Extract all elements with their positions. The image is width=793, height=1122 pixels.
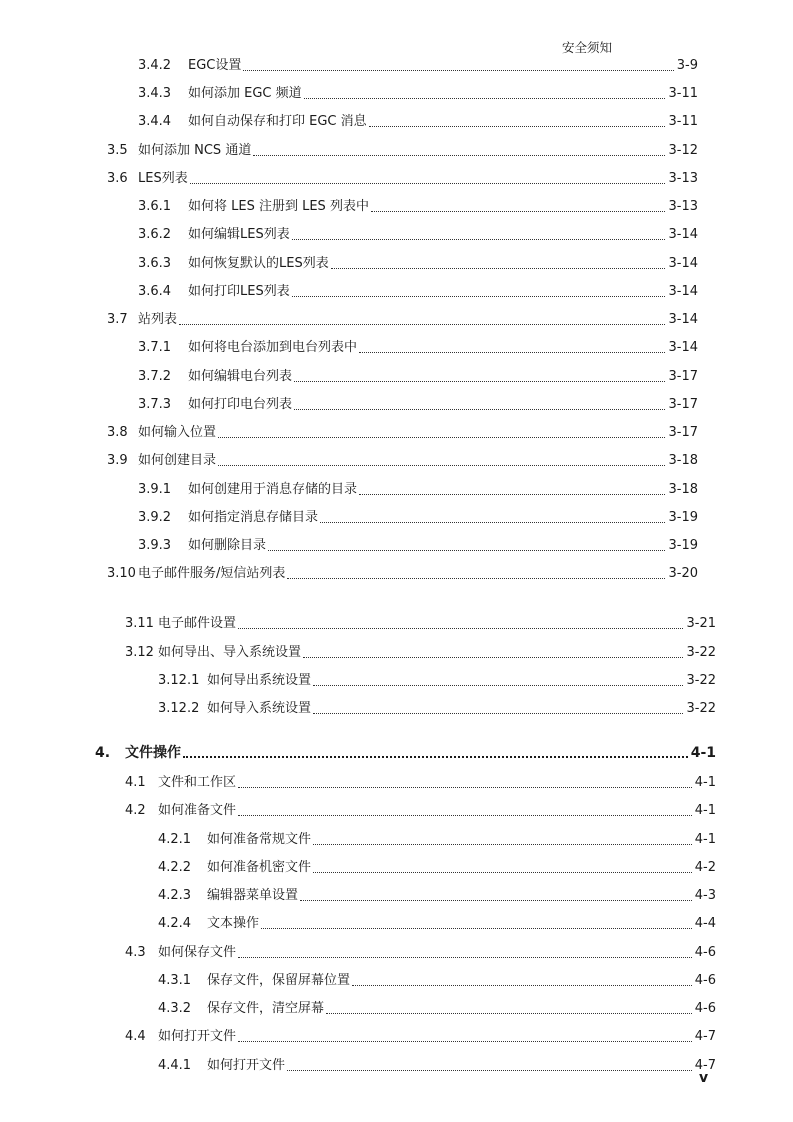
toc-entry-number: 4.2.1 (158, 832, 192, 847)
toc-entry[interactable] (138, 199, 698, 215)
toc-entry-page: 3-14 (668, 227, 698, 242)
toc-entry[interactable] (158, 701, 716, 717)
toc-entry-page: 4-6 (694, 973, 716, 988)
toc-entry[interactable] (158, 888, 716, 904)
toc-dot-leader (238, 1029, 692, 1042)
toc-entry-number: 4.3.1 (158, 973, 192, 988)
toc-entry-title: 如何打印LES列表 (188, 284, 290, 299)
toc-dot-leader (261, 916, 692, 929)
toc-entry-page: 4-1 (694, 832, 716, 847)
toc-entry-number: 3.12.1 (158, 673, 200, 688)
toc-dot-leader (369, 114, 666, 127)
toc-entry[interactable] (138, 58, 698, 74)
toc-entry-title: 如何恢复默认的LES列表 (188, 256, 329, 271)
toc-entry-title: 如何导出系统设置 (207, 673, 312, 688)
toc-entry[interactable] (158, 1058, 716, 1074)
toc-entry[interactable] (158, 673, 716, 689)
toc-entry-title: 电子邮件服务/短信站列表 (138, 566, 286, 581)
toc-entry[interactable] (107, 312, 698, 328)
toc-entry-page: 3-9 (676, 58, 698, 73)
toc-entry-page: 3-14 (668, 340, 698, 355)
toc-entry-title: 如何保存文件 (158, 945, 237, 960)
toc-dot-leader (292, 227, 666, 240)
toc-entry-title: 如何指定消息存储目录 (188, 510, 319, 525)
toc-entry-number: 4.4 (125, 1029, 146, 1044)
toc-dot-leader (218, 453, 665, 466)
toc-entry[interactable] (107, 143, 698, 159)
toc-dot-leader (238, 616, 683, 629)
toc-dot-leader (292, 284, 666, 297)
toc-entry-page: 3-22 (686, 701, 716, 716)
toc-entry-number: 4.2 (125, 803, 146, 818)
toc-entry-page: 3-13 (668, 199, 698, 214)
toc-entry-title: 如何导入系统设置 (207, 701, 312, 716)
toc-entry-number: 4.3 (125, 945, 146, 960)
toc-entry[interactable] (158, 832, 716, 848)
toc-dot-leader (268, 538, 665, 551)
toc-entry[interactable] (138, 538, 698, 554)
toc-entry-number: 3.9 (107, 453, 128, 468)
toc-entry-number: 3.4.2 (138, 58, 172, 73)
toc-entry-number: 3.7.3 (138, 397, 172, 412)
running-header-title: 安全须知 (562, 40, 613, 55)
toc-entry[interactable] (125, 945, 716, 961)
toc-dot-leader (300, 888, 692, 901)
toc-entry-number: 3.9.1 (138, 482, 172, 497)
toc-entry-title: 如何将电台添加到电台列表中 (188, 340, 358, 355)
toc-dot-leader (238, 945, 692, 958)
toc-entry-title: 保存文件，保留屏幕位置 (207, 973, 351, 988)
toc-entry[interactable] (107, 566, 698, 582)
toc-dot-leader (304, 86, 666, 99)
toc-entry-number: 4.2.2 (158, 860, 192, 875)
toc-dot-leader (287, 566, 665, 579)
toc-entry-page: 4-7 (694, 1058, 716, 1073)
toc-entry-page: 3-11 (668, 114, 698, 129)
toc-entry-title: 如何将 LES 注册到 LES 列表中 (188, 199, 369, 214)
toc-chapter-entry[interactable] (95, 745, 716, 761)
toc-entry-number: 4.4.1 (158, 1058, 192, 1073)
toc-entry[interactable] (138, 482, 698, 498)
toc-dot-leader (179, 312, 665, 325)
toc-dot-leader (313, 673, 683, 686)
toc-dot-leader (243, 58, 673, 71)
toc-dot-leader (238, 803, 692, 816)
toc-entry[interactable] (158, 973, 716, 989)
toc-entry-title: 如何准备文件 (158, 803, 237, 818)
toc-entry-title: 如何准备常规文件 (207, 832, 312, 847)
toc-dot-leader (183, 744, 688, 758)
toc-entry[interactable] (125, 775, 716, 791)
toc-entry-number: 3.7.1 (138, 340, 172, 355)
toc-entry-title: 如何打开文件 (158, 1029, 237, 1044)
toc-entry-title: 编辑器菜单设置 (207, 888, 299, 903)
toc-entry-number: 3.6.1 (138, 199, 172, 214)
toc-entry-page: 3-11 (668, 86, 698, 101)
toc-entry-page: 3-14 (668, 256, 698, 271)
toc-entry[interactable] (138, 510, 698, 526)
toc-entry-number: 4.2.4 (158, 916, 192, 931)
toc-entry-page: 3-14 (668, 312, 698, 327)
toc-entry[interactable] (138, 397, 698, 413)
toc-entry-page: 4-1 (694, 803, 716, 818)
toc-entry-page: 3-19 (668, 538, 698, 553)
toc-dot-leader (218, 425, 665, 438)
toc-entry-title: 如何创建目录 (138, 453, 217, 468)
toc-entry-page: 3-14 (668, 284, 698, 299)
toc-entry-title: 保存文件，清空屏幕 (207, 1001, 325, 1016)
toc-entry-page: 4-4 (694, 916, 716, 931)
toc-entry-page: 3-22 (686, 673, 716, 688)
toc-dot-leader (303, 645, 683, 658)
toc-entry-number: 4.2.3 (158, 888, 192, 903)
toc-entry-title: EGC设置 (188, 58, 242, 73)
toc-entry-page: 3-17 (668, 369, 698, 384)
toc-entry[interactable] (138, 114, 698, 130)
toc-dot-leader (352, 973, 692, 986)
toc-entry[interactable] (125, 1029, 716, 1045)
toc-entry-title: 如何编辑电台列表 (188, 369, 293, 384)
toc-entry-title: 如何删除目录 (188, 538, 267, 553)
toc-entry-page: 4-6 (694, 1001, 716, 1016)
toc-entry-number: 3.4.4 (138, 114, 172, 129)
page-number: v (699, 1070, 709, 1086)
toc-entry-title: 如何准备机密文件 (207, 860, 312, 875)
toc-entry-title: 如何打印电台列表 (188, 397, 293, 412)
toc-dot-leader (320, 510, 665, 523)
toc-entry-page: 3-19 (668, 510, 698, 525)
toc-entry-title: 如何导出、导入系统设置 (158, 645, 302, 660)
toc-entry-number: 3.11 (125, 616, 154, 631)
toc-entry-title: 如何添加 NCS 通道 (138, 143, 252, 158)
toc-entry-number: 4.3.2 (158, 1001, 192, 1016)
toc-dot-leader (313, 832, 692, 845)
toc-dot-leader (313, 860, 692, 873)
toc-entry-page: 4-6 (694, 945, 716, 960)
toc-entry-number: 3.10 (107, 566, 136, 581)
toc-entry-title: LES列表 (138, 171, 188, 186)
toc-entry-number: 3.6.2 (138, 227, 172, 242)
toc-dot-leader (359, 340, 665, 353)
toc-entry-page: 3-13 (668, 171, 698, 186)
toc-entry-number: 3.8 (107, 425, 128, 440)
toc-entry[interactable] (138, 369, 698, 385)
toc-entry-page: 3-17 (668, 425, 698, 440)
toc-entry[interactable] (107, 171, 698, 187)
toc-entry-number: 3.12.2 (158, 701, 200, 716)
toc-entry-page: 3-12 (668, 143, 698, 158)
toc-dot-leader (331, 256, 666, 269)
toc-entry-page: 3-18 (668, 453, 698, 468)
toc-entry[interactable] (138, 86, 698, 102)
toc-entry-title: 文件和工作区 (158, 775, 237, 790)
toc-entry[interactable] (125, 645, 716, 661)
toc-dot-leader (294, 369, 665, 382)
toc-entry[interactable] (125, 616, 716, 632)
toc-entry-title: 站列表 (138, 312, 178, 327)
toc-entry-page: 4-2 (694, 860, 716, 875)
toc-entry[interactable] (107, 425, 698, 441)
toc-entry-title: 如何编辑LES列表 (188, 227, 290, 242)
toc-entry-page: 3-21 (686, 616, 716, 631)
toc-entry-page: 4-3 (694, 888, 716, 903)
toc-entry[interactable] (138, 227, 698, 243)
toc-entry-title: 文件操作 (125, 745, 181, 761)
toc-entry-number: 3.5 (107, 143, 128, 158)
toc-entry[interactable] (107, 453, 698, 469)
toc-entry[interactable] (138, 340, 698, 356)
toc-entry-title: 电子邮件设置 (158, 616, 237, 631)
toc-dot-leader (359, 482, 665, 495)
toc-entry-page: 4-7 (694, 1029, 716, 1044)
toc-entry-page: 3-22 (686, 645, 716, 660)
toc-entry-number: 3.6 (107, 171, 128, 186)
toc-entry-title: 如何添加 EGC 频道 (188, 86, 302, 101)
toc-entry-number: 4. (95, 745, 111, 761)
toc-entry-page: 3-20 (668, 566, 698, 581)
toc-entry-number: 3.7.2 (138, 369, 172, 384)
toc-entry[interactable] (158, 916, 716, 932)
toc-entry-title: 文本操作 (207, 916, 260, 931)
toc-dot-leader (371, 199, 666, 212)
toc-entry-page: 3-18 (668, 482, 698, 497)
toc-entry-page: 4-1 (690, 745, 716, 761)
toc-entry[interactable] (158, 860, 716, 876)
toc-entry-number: 3.9.3 (138, 538, 172, 553)
toc-entry-number: 3.4.3 (138, 86, 172, 101)
toc-entry-page: 4-1 (694, 775, 716, 790)
toc-dot-leader (238, 775, 692, 788)
toc-entry-title: 如何输入位置 (138, 425, 217, 440)
toc-dot-leader (287, 1058, 692, 1071)
toc-entry-number: 3.6.4 (138, 284, 172, 299)
toc-entry-number: 4.1 (125, 775, 146, 790)
toc-entry-page: 3-17 (668, 397, 698, 412)
toc-dot-leader (294, 397, 665, 410)
toc-dot-leader (313, 701, 683, 714)
toc-entry[interactable] (138, 284, 698, 300)
toc-entry-number: 3.7 (107, 312, 128, 327)
toc-dot-leader (326, 1001, 692, 1014)
toc-dot-leader (190, 171, 666, 184)
toc-entry[interactable] (138, 256, 698, 272)
toc-entry-title: 如何打开文件 (207, 1058, 286, 1073)
toc-entry-number: 3.9.2 (138, 510, 172, 525)
toc-entry[interactable] (125, 803, 716, 819)
toc-entry-title: 如何创建用于消息存储的目录 (188, 482, 358, 497)
toc-entry[interactable] (158, 1001, 716, 1017)
toc-entry-number: 3.6.3 (138, 256, 172, 271)
toc-entry-number: 3.12 (125, 645, 154, 660)
toc-dot-leader (253, 143, 665, 156)
toc-entry-title: 如何自动保存和打印 EGC 消息 (188, 114, 367, 129)
